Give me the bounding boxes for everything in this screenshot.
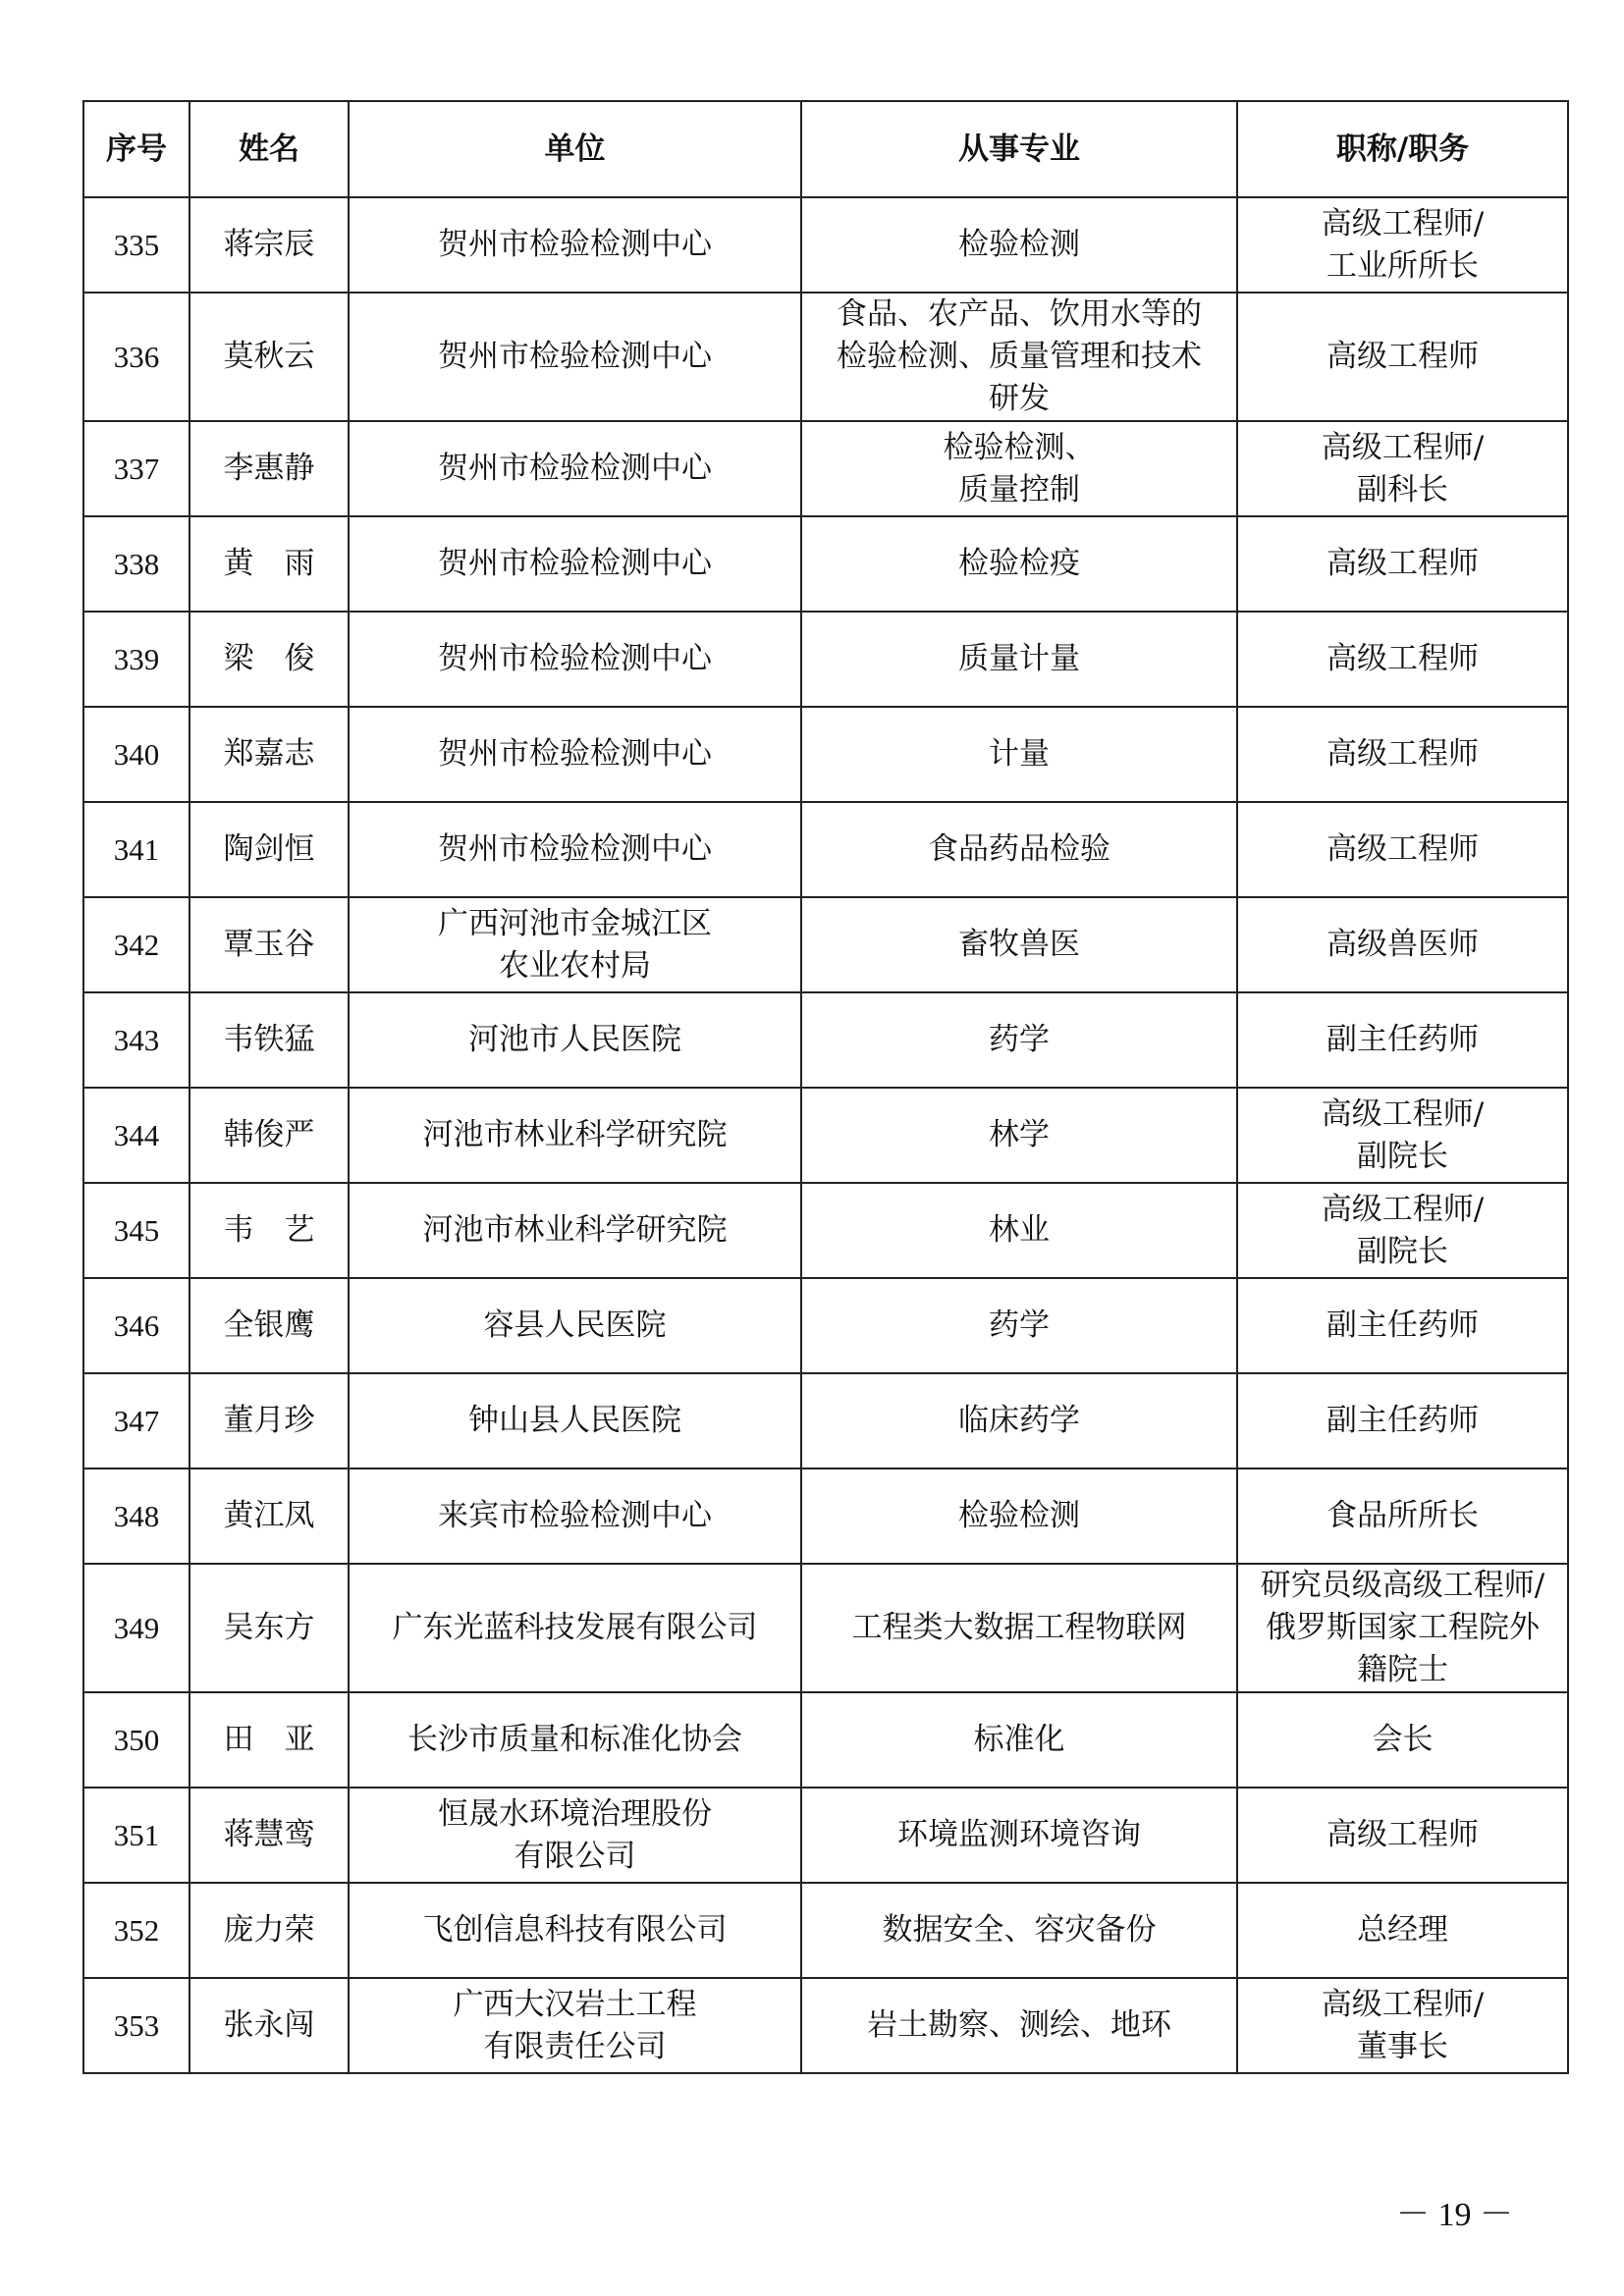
cell-name: 韩俊严	[189, 1088, 349, 1183]
cell-name: 董月珍	[189, 1373, 349, 1468]
cell-major	[801, 1373, 1237, 1468]
cell-major	[801, 707, 1237, 802]
table-row	[83, 1692, 1568, 1788]
cell-major-line: 检验检疫	[958, 546, 1080, 581]
cell-name: 黄江凤	[189, 1468, 349, 1564]
table-row	[83, 1978, 1568, 2073]
cell-title-line: 高级工程师/	[1321, 429, 1485, 465]
cell-title-line: 总经理	[1357, 1912, 1448, 1948]
cell-title-line: 工业所所长	[1326, 247, 1479, 284]
cell-seq: 335	[83, 197, 189, 293]
cell-title	[1237, 1788, 1568, 1883]
cell-name: 吴东方	[189, 1564, 349, 1692]
cell-title	[1237, 1373, 1568, 1468]
cell-unit	[349, 612, 801, 707]
cell-seq: 347	[83, 1373, 189, 1468]
table-row	[83, 197, 1568, 293]
cell-major	[801, 1788, 1237, 1883]
cell-major-line: 数据安全、容灾备份	[882, 1912, 1157, 1948]
table-row	[83, 707, 1568, 802]
cell-unit-line: 贺州市检验检测中心	[438, 736, 712, 772]
cell-title-line: 副主任药师	[1326, 1403, 1479, 1438]
cell-unit-line: 贺州市检验检测中心	[438, 451, 712, 486]
cell-title	[1237, 707, 1568, 802]
cell-major-line: 检验检测、	[943, 429, 1096, 465]
cell-name: 陶剑恒	[189, 802, 349, 897]
cell-major-line: 岩土勘察、测绘、地环	[867, 2007, 1171, 2043]
table-header-row	[83, 101, 1568, 197]
cell-title	[1237, 1692, 1568, 1788]
cell-seq: 337	[83, 421, 189, 516]
cell-major-line: 药学	[989, 1308, 1050, 1343]
cell-title-line: 高级工程师	[1326, 831, 1479, 867]
cell-seq: 338	[83, 516, 189, 612]
cell-unit-line: 贺州市检验检测中心	[438, 831, 712, 867]
table-row	[83, 421, 1568, 516]
cell-title	[1237, 1278, 1568, 1373]
header-seq: 序号	[83, 101, 189, 197]
table-row	[83, 1788, 1568, 1883]
cell-major-line: 检验检测、质量管理和技术	[837, 339, 1202, 374]
cell-title-line: 副院长	[1357, 1233, 1448, 1269]
cell-major	[801, 1564, 1237, 1692]
cell-title-line: 高级工程师/	[1321, 1191, 1485, 1227]
cell-unit	[349, 1883, 801, 1978]
cell-unit-line: 贺州市检验检测中心	[438, 641, 712, 676]
cell-title	[1237, 1883, 1568, 1978]
cell-major-line: 标准化	[973, 1722, 1065, 1757]
cell-major-line: 林学	[989, 1117, 1050, 1152]
cell-major-line: 研发	[989, 381, 1050, 416]
cell-title-line: 会长	[1372, 1722, 1434, 1757]
cell-unit	[349, 992, 801, 1088]
cell-title	[1237, 516, 1568, 612]
cell-seq: 343	[83, 992, 189, 1088]
cell-unit	[349, 293, 801, 421]
cell-major	[801, 992, 1237, 1088]
cell-major-line: 食品、农产品、饮用水等的	[837, 296, 1202, 332]
cell-unit	[349, 707, 801, 802]
cell-title-line: 高级工程师/	[1321, 1095, 1485, 1132]
cell-title	[1237, 421, 1568, 516]
cell-name: 田 亚	[189, 1692, 349, 1788]
cell-seq: 349	[83, 1564, 189, 1692]
roster-table	[82, 100, 1569, 2074]
cell-title	[1237, 612, 1568, 707]
cell-title-line: 高级工程师	[1326, 546, 1479, 581]
cell-unit	[349, 1788, 801, 1883]
cell-major-line: 环境监测环境咨询	[897, 1817, 1141, 1852]
cell-major-line: 临床药学	[958, 1403, 1080, 1438]
header-name: 姓名	[189, 101, 349, 197]
cell-name: 黄 雨	[189, 516, 349, 612]
cell-unit-line: 贺州市检验检测中心	[438, 227, 712, 262]
cell-name: 莫秋云	[189, 293, 349, 421]
cell-name: 郑嘉志	[189, 707, 349, 802]
cell-major-line: 药学	[989, 1022, 1050, 1057]
cell-major	[801, 897, 1237, 992]
cell-major	[801, 1692, 1237, 1788]
header-title: 职称/职务	[1237, 101, 1568, 197]
cell-title-line: 高级工程师/	[1321, 1986, 1485, 2022]
cell-major-line: 林业	[989, 1212, 1050, 1248]
cell-title-line: 副科长	[1357, 471, 1448, 507]
cell-unit	[349, 1468, 801, 1564]
cell-title-line: 高级兽医师	[1326, 927, 1479, 962]
cell-major	[801, 1468, 1237, 1564]
table-row	[83, 612, 1568, 707]
table-body	[83, 197, 1568, 2073]
cell-title-line: 高级工程师/	[1321, 205, 1485, 241]
cell-major-line: 食品药品检验	[928, 831, 1110, 867]
table-row	[83, 1373, 1568, 1468]
cell-major	[801, 516, 1237, 612]
table-row	[83, 1564, 1568, 1692]
cell-title	[1237, 897, 1568, 992]
cell-unit	[349, 421, 801, 516]
cell-name: 韦铁猛	[189, 992, 349, 1088]
table-row	[83, 1183, 1568, 1278]
header-unit: 单位	[349, 101, 801, 197]
cell-major-line: 质量计量	[958, 641, 1080, 676]
table-row	[83, 897, 1568, 992]
cell-unit	[349, 1183, 801, 1278]
cell-unit-line: 有限责任公司	[483, 2028, 667, 2064]
cell-seq: 342	[83, 897, 189, 992]
cell-seq: 351	[83, 1788, 189, 1883]
cell-major-line: 畜牧兽医	[958, 927, 1080, 962]
cell-name: 蒋宗辰	[189, 197, 349, 293]
cell-title-line: 高级工程师	[1326, 339, 1479, 374]
page-number: － 19 －	[1396, 2197, 1513, 2233]
table-row	[83, 516, 1568, 612]
cell-title	[1237, 197, 1568, 293]
header-major: 从事专业	[801, 101, 1237, 197]
table-row	[83, 293, 1568, 421]
cell-name: 李惠静	[189, 421, 349, 516]
cell-major-line: 质量控制	[958, 471, 1080, 507]
table-row	[83, 802, 1568, 897]
cell-unit-line: 广西河池市金城江区	[438, 905, 712, 941]
table-row	[83, 1088, 1568, 1183]
cell-unit	[349, 1692, 801, 1788]
cell-major	[801, 421, 1237, 516]
cell-title	[1237, 1088, 1568, 1183]
cell-name: 梁 俊	[189, 612, 349, 707]
cell-name: 覃玉谷	[189, 897, 349, 992]
cell-unit-line: 容县人民医院	[483, 1308, 667, 1343]
cell-major	[801, 197, 1237, 293]
cell-title-line: 副院长	[1357, 1138, 1448, 1174]
cell-unit	[349, 197, 801, 293]
cell-major-line: 检验检测	[958, 227, 1080, 262]
cell-major	[801, 293, 1237, 421]
cell-seq: 352	[83, 1883, 189, 1978]
cell-unit-line: 河池市人民医院	[468, 1022, 681, 1057]
cell-unit	[349, 1978, 801, 2073]
cell-seq: 350	[83, 1692, 189, 1788]
cell-major	[801, 1278, 1237, 1373]
cell-title	[1237, 802, 1568, 897]
cell-major	[801, 1088, 1237, 1183]
table-row	[83, 1883, 1568, 1978]
cell-seq: 348	[83, 1468, 189, 1564]
cell-title-line: 高级工程师	[1326, 1817, 1479, 1852]
table-row	[83, 1278, 1568, 1373]
cell-unit-line: 贺州市检验检测中心	[438, 546, 712, 581]
cell-title-line: 高级工程师	[1326, 736, 1479, 772]
cell-unit-line: 河池市林业科学研究院	[422, 1117, 728, 1152]
cell-major	[801, 1978, 1237, 2073]
cell-unit	[349, 1088, 801, 1183]
cell-seq: 336	[83, 293, 189, 421]
cell-unit-line: 恒晟水环境治理股份	[438, 1795, 712, 1832]
cell-title-line: 高级工程师	[1326, 641, 1479, 676]
cell-unit-line: 广西大汉岩土工程	[453, 1986, 697, 2022]
cell-name: 蒋慧鸾	[189, 1788, 349, 1883]
cell-title	[1237, 1978, 1568, 2073]
cell-name: 庞力荣	[189, 1883, 349, 1978]
cell-unit-line: 长沙市质量和标准化协会	[407, 1722, 742, 1757]
cell-major-line: 检验检测	[958, 1498, 1080, 1533]
cell-unit	[349, 1373, 801, 1468]
cell-unit-line: 来宾市检验检测中心	[438, 1498, 712, 1533]
table-row	[83, 992, 1568, 1088]
cell-seq: 339	[83, 612, 189, 707]
cell-unit-line: 河池市林业科学研究院	[422, 1212, 728, 1248]
cell-seq: 344	[83, 1088, 189, 1183]
cell-major	[801, 612, 1237, 707]
cell-title-line: 董事长	[1357, 2028, 1448, 2064]
cell-title-line: 籍院士	[1357, 1652, 1448, 1687]
cell-title-line: 食品所所长	[1326, 1498, 1479, 1533]
table-row	[83, 1468, 1568, 1564]
cell-major	[801, 802, 1237, 897]
cell-unit-line: 有限公司	[514, 1838, 636, 1874]
cell-title	[1237, 992, 1568, 1088]
cell-title	[1237, 1468, 1568, 1564]
cell-major	[801, 1883, 1237, 1978]
cell-unit	[349, 516, 801, 612]
cell-title	[1237, 1564, 1568, 1692]
cell-name: 韦 艺	[189, 1183, 349, 1278]
cell-title-line: 副主任药师	[1326, 1022, 1479, 1057]
cell-title	[1237, 1183, 1568, 1278]
cell-title	[1237, 293, 1568, 421]
cell-name: 全银鹰	[189, 1278, 349, 1373]
cell-title-line: 研究员级高级工程师/	[1260, 1568, 1545, 1603]
cell-unit	[349, 1564, 801, 1692]
cell-unit	[349, 1278, 801, 1373]
cell-major-line: 计量	[989, 736, 1050, 772]
cell-title-line: 俄罗斯国家工程院外	[1266, 1610, 1540, 1645]
cell-seq: 346	[83, 1278, 189, 1373]
cell-title-line: 副主任药师	[1326, 1308, 1479, 1343]
cell-unit-line: 飞创信息科技有限公司	[422, 1912, 728, 1948]
cell-major-line: 工程类大数据工程物联网	[851, 1610, 1187, 1645]
cell-unit	[349, 897, 801, 992]
cell-unit-line: 钟山县人民医院	[468, 1403, 681, 1438]
cell-unit-line: 贺州市检验检测中心	[438, 339, 712, 374]
cell-seq: 353	[83, 1978, 189, 2073]
cell-unit-line: 农业农村局	[499, 947, 651, 984]
cell-seq: 345	[83, 1183, 189, 1278]
cell-seq: 341	[83, 802, 189, 897]
cell-unit-line: 广东光蓝科技发展有限公司	[392, 1610, 758, 1645]
cell-seq: 340	[83, 707, 189, 802]
cell-unit	[349, 802, 801, 897]
cell-major	[801, 1183, 1237, 1278]
cell-name: 张永闯	[189, 1978, 349, 2073]
